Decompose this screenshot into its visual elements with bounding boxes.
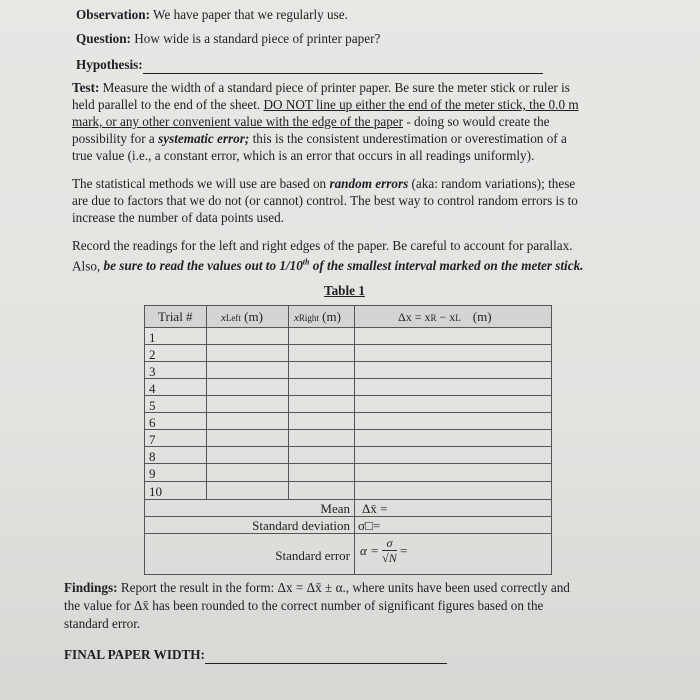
record-line-2 <box>72 255 583 275</box>
trial-number: 2 <box>149 347 156 362</box>
findings-label: Findings: <box>64 580 118 595</box>
final-width-line <box>64 647 447 664</box>
data-table <box>144 305 552 575</box>
stats-text-3: increase the number of data points used. <box>72 210 285 225</box>
findings-text-3: standard error. <box>64 616 141 631</box>
test-line-1 <box>72 80 570 97</box>
record-sup-th: th <box>302 258 310 267</box>
record-text-2b: be sure to read the values out to 1/10 <box>103 258 303 274</box>
trial-number: 6 <box>149 415 156 430</box>
header-trial: Trial # <box>158 309 193 324</box>
question-line <box>76 31 380 48</box>
test-line-4 <box>72 131 567 148</box>
test-text-2a: held parallel to the end of the sheet. <box>72 97 264 112</box>
trial-number: 3 <box>149 364 156 379</box>
trial-number: 7 <box>149 432 156 447</box>
test-line-3 <box>72 114 550 131</box>
trial-number: 1 <box>149 330 156 345</box>
sd-formula: σ□= <box>358 518 381 533</box>
trial-number: 9 <box>149 466 156 481</box>
trial-number: 10 <box>149 484 162 499</box>
systematic-error-term: systematic error; <box>158 131 250 146</box>
question-label: Question: <box>76 31 131 46</box>
final-width-label: FINAL PAPER WIDTH: <box>64 647 205 662</box>
record-line-1 <box>72 238 573 255</box>
record-text-1: Record the readings for the left and right edges of the paper. Be careful to account for parallax. <box>72 238 573 253</box>
test-line-5 <box>72 148 534 165</box>
table-caption: Table 1 <box>324 283 365 298</box>
test-text-5: true value (i.e., a constant error, which is an error that occurs in all readings uniformly). <box>72 148 535 163</box>
trial-number: 5 <box>149 398 156 413</box>
hypothesis-blank[interactable] <box>143 62 543 74</box>
stats-text-1c: (aka: random variations); these <box>408 176 576 191</box>
findings-line-2 <box>64 598 543 615</box>
trial-number: 4 <box>149 381 156 396</box>
mean-label: Mean <box>320 501 350 516</box>
test-line-2 <box>72 97 579 114</box>
se-label: Standard error <box>275 548 350 563</box>
test-text-1: Measure the width of a standard piece of printer paper. Be sure the meter stick or ruler is <box>99 80 570 95</box>
stats-line-3 <box>72 210 284 227</box>
test-text-4a: possibility for a <box>72 131 159 146</box>
mean-formula: Δx̄ = <box>362 501 388 516</box>
hypothesis-line <box>76 57 543 74</box>
stats-text-1a: The statistical methods we will use are based on <box>72 176 330 191</box>
observation-label: Observation: <box>76 7 150 22</box>
test-text-3a: mark, or any other convenient value with the edge of the paper <box>72 114 404 129</box>
sd-label: Standard deviation <box>252 518 350 533</box>
stats-line-2 <box>72 193 578 210</box>
findings-line-1 <box>64 580 570 597</box>
record-text-2d: of the smallest interval marked on the meter stick. <box>309 258 584 274</box>
test-text-3b: - doing so would create the <box>403 114 550 129</box>
test-label: Test: <box>72 80 100 95</box>
observation-line <box>76 7 348 24</box>
findings-text-1: Report the result in the form: Δx = Δx̄ ± α., where units have been used correctly and <box>117 580 570 595</box>
findings-text-2: the value for Δx̄ has been rounded to the correct number of significant figures based on the <box>64 598 544 613</box>
header-delta-x: Δx = xR − xL (m) <box>398 309 492 324</box>
test-text-2b: DO NOT line up either the end of the meter stick, the 0.0 m <box>263 97 579 112</box>
record-text-2a: Also, <box>72 258 104 274</box>
random-errors-term: random errors <box>329 176 409 191</box>
question-text: How wide is a standard piece of printer paper? <box>130 31 381 46</box>
final-width-blank[interactable] <box>205 652 447 664</box>
header-xleft: xLeft (m) <box>221 309 263 324</box>
findings-line-3 <box>64 616 140 633</box>
trial-number: 8 <box>149 449 156 464</box>
hypothesis-label: Hypothesis: <box>76 57 143 72</box>
test-text-4c: this is the consistent underestimation or overestimation of a <box>249 131 567 146</box>
se-formula: α = $\frac{\sigma}{√N}$ = <box>360 536 408 565</box>
stats-text-2: are due to factors that we do not (or cannot) control. The best way to control random errors is to <box>72 193 578 208</box>
observation-text: We have paper that we regularly use. <box>150 7 348 22</box>
header-xright: xRight (m) <box>294 309 341 324</box>
stats-line-1 <box>72 176 575 193</box>
